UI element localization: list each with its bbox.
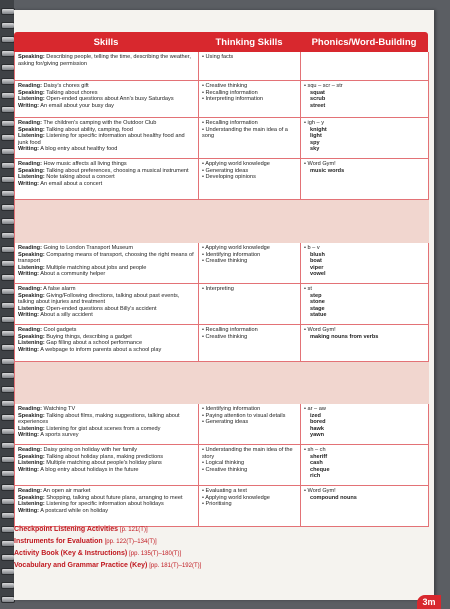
skill-type: Reading: xyxy=(18,286,42,292)
skill-line: Speaking: Talking about holiday plans, making predictions xyxy=(18,453,164,460)
phonics-word: compound nouns xyxy=(310,494,357,501)
skill-type: Speaking: xyxy=(18,412,45,419)
thinking-item: • Interpreting xyxy=(202,286,297,293)
unit-row xyxy=(15,52,429,81)
skill-type: Speaking: xyxy=(18,292,45,299)
thinking-item: • Identifying information xyxy=(202,406,297,413)
unit-row xyxy=(15,486,429,527)
thinking-cell xyxy=(199,445,301,485)
phonics-word: statue xyxy=(310,312,327,319)
skill-line: Listening: Gap filling about a school performance xyxy=(18,340,143,347)
phonics-word: light xyxy=(310,133,322,140)
skill-type: Reading: xyxy=(18,161,42,167)
spiral-ring xyxy=(1,442,15,449)
link-pages: [pp. 181(T)–192(T)] xyxy=(149,563,202,569)
thinking-item: • Identifying information xyxy=(202,252,297,259)
skill-line: Listening: Open-ended questions about Ann's busy Saturdays xyxy=(18,96,174,103)
section-divider xyxy=(15,362,429,404)
skill-type: Listening: xyxy=(18,96,45,103)
thinking-item: • Recalling information xyxy=(202,120,297,127)
spiral-ring xyxy=(1,554,15,561)
phonics-cell xyxy=(301,159,429,199)
phonics-heading: • squ – scr – str xyxy=(304,83,425,90)
phonics-word: street xyxy=(310,102,326,109)
phonics-heading: • Word Gym! xyxy=(304,488,425,495)
skill-line: Speaking: Talking about films, making suggestions, talking about experiences xyxy=(18,412,180,426)
phonics-heading: • Word Gym! xyxy=(304,161,425,168)
phonics-heading: • sh – ch xyxy=(304,447,425,454)
spiral-ring xyxy=(1,50,15,57)
skill-line: Writing: A postcard while on holiday xyxy=(18,507,109,514)
thinking-cell xyxy=(199,243,301,283)
phonics-heading: • igh – y xyxy=(304,120,425,127)
thinking-item: • Recalling information xyxy=(202,327,297,334)
phonics-word: step xyxy=(310,292,322,299)
spiral-ring xyxy=(1,470,15,477)
spiral-ring xyxy=(1,302,15,309)
skill-type: Reading: xyxy=(18,120,42,126)
phonics-word: music words xyxy=(310,167,345,174)
spiral-ring xyxy=(1,568,15,575)
skill-line: Listening: Listening for gist about scenes from a comedy xyxy=(18,425,161,432)
thinking-cell xyxy=(199,81,301,117)
skill-type: Speaking: xyxy=(18,453,45,460)
spiral-ring xyxy=(1,526,15,533)
phonics-word: cheque xyxy=(310,466,330,473)
thinking-item: • Applying world knowledge xyxy=(202,245,297,252)
skill-line: Listening: Multiple matching about jobs and people xyxy=(18,264,147,271)
unit-row xyxy=(15,404,429,445)
phonics-word: spy xyxy=(310,139,320,146)
spiral-ring xyxy=(1,246,15,253)
spiral-ring xyxy=(1,498,15,505)
skills-cell xyxy=(15,243,199,283)
thinking-cell xyxy=(199,52,301,80)
skill-type: Writing: xyxy=(18,432,40,439)
skill-type: Reading: xyxy=(18,83,42,89)
header-skills: Skills xyxy=(93,36,119,48)
skill-type: Listening: xyxy=(18,340,45,347)
skill-line: Speaking: Shopping, talking about future plans, arranging to meet xyxy=(18,494,183,501)
skill-type: Speaking: xyxy=(18,494,45,501)
skills-cell xyxy=(15,81,199,117)
skill-type: Reading: xyxy=(18,406,42,412)
skill-type: Writing: xyxy=(18,466,40,473)
skill-type: Writing: xyxy=(18,346,40,353)
thinking-item: • Applying world knowledge xyxy=(202,161,297,168)
phonics-heading: • Word Gym! xyxy=(304,327,425,334)
document-page xyxy=(14,10,436,607)
thinking-item: • Developing opinions xyxy=(202,174,297,181)
spiral-ring xyxy=(1,288,15,295)
header-thinking-skills: Thinking Skills xyxy=(215,36,283,48)
phonics-word: yawn xyxy=(310,432,324,439)
phonics-cell xyxy=(301,284,429,324)
spiral-ring xyxy=(1,78,15,85)
skill-line: Writing: A blog entry about healthy food xyxy=(18,146,118,153)
spiral-ring xyxy=(1,400,15,407)
spiral-ring xyxy=(1,162,15,169)
skills-cell xyxy=(15,159,199,199)
phonics-heading: • ar – aw xyxy=(304,406,425,413)
skill-line: Writing: About a silly accident xyxy=(18,312,93,319)
reference-link xyxy=(14,560,201,572)
header-phonics: Phonics/Word-Building xyxy=(311,36,417,48)
spiral-binding xyxy=(0,0,14,600)
skill-line: Reading: A false alarm xyxy=(18,286,76,292)
skill-line: Reading: Daisy's chores gift xyxy=(18,83,89,89)
phonics-word: hawk xyxy=(310,425,324,432)
reference-link xyxy=(14,536,201,548)
skill-line: Reading: Daisy going on holiday with her family xyxy=(18,447,138,453)
thinking-item: • Creative thinking xyxy=(202,258,297,265)
spiral-ring xyxy=(1,582,15,589)
section-divider xyxy=(15,200,429,243)
link-pages: [p. 121(T)] xyxy=(119,527,148,533)
skill-line: Speaking: Comparing means of transport, choosing the right means of transport xyxy=(18,251,194,265)
skill-line: Listening: Listening for specific information about healthy food and junk food xyxy=(18,133,185,146)
skill-line: Writing: A blog entry about holidays in the future xyxy=(18,466,139,473)
skills-cell xyxy=(15,118,199,158)
spiral-ring xyxy=(1,120,15,127)
skill-type: Listening: xyxy=(18,305,45,312)
skill-type: Speaking: xyxy=(18,333,45,340)
link-pages: [pp. 135(T)–180(T)] xyxy=(129,551,182,557)
section-links xyxy=(14,524,201,572)
phonics-cell xyxy=(301,81,429,117)
skill-line: Speaking: Talking about preferences, choosing a musical instrument xyxy=(18,167,189,174)
link-label: Activity Book (Key & Instructions) xyxy=(14,550,130,557)
skill-type: Listening: xyxy=(18,174,45,181)
spiral-ring xyxy=(1,232,15,239)
phonics-cell xyxy=(301,404,429,444)
skill-line: Reading: Watching TV xyxy=(18,406,76,412)
spiral-ring xyxy=(1,512,15,519)
skill-type: Writing: xyxy=(18,146,40,153)
spiral-ring xyxy=(1,204,15,211)
skill-line: Listening: Note taking about a concert xyxy=(18,174,115,181)
spiral-ring xyxy=(1,8,15,15)
thinking-cell xyxy=(199,404,301,444)
phonics-cell xyxy=(301,445,429,485)
skill-line: Reading: Cool gadgets xyxy=(18,327,77,333)
thinking-item: • Interpreting information xyxy=(202,96,297,103)
skill-type: Speaking: xyxy=(18,89,45,96)
thinking-item: • Using facts xyxy=(202,54,297,61)
unit-row xyxy=(15,284,429,325)
phonics-word: viper xyxy=(310,264,324,271)
phonics-heading: • st xyxy=(304,286,425,293)
thinking-cell xyxy=(199,159,301,199)
skill-type: Reading: xyxy=(18,245,42,251)
skill-type: Reading: xyxy=(18,488,42,494)
spiral-ring xyxy=(1,330,15,337)
skill-type: Writing: xyxy=(18,312,40,319)
skill-type: Speaking: xyxy=(18,251,45,258)
spiral-ring xyxy=(1,428,15,435)
skill-type: Listening: xyxy=(18,264,45,271)
skill-line: Speaking: Buying things, describing a gadget xyxy=(18,333,132,340)
skill-type: Writing: xyxy=(18,507,40,514)
phonics-word: boat xyxy=(310,258,322,265)
thinking-item: • Prioritising xyxy=(202,501,297,508)
phonics-word: scrub xyxy=(310,96,326,103)
thinking-item: • Creative thinking xyxy=(202,334,297,341)
skill-type: Reading: xyxy=(18,327,42,333)
skills-cell xyxy=(15,284,199,324)
phonics-cell xyxy=(301,486,429,526)
spiral-ring xyxy=(1,22,15,29)
phonics-word: knight xyxy=(310,126,327,133)
spiral-ring xyxy=(1,92,15,99)
spiral-ring xyxy=(1,456,15,463)
units-table xyxy=(14,52,429,527)
spiral-ring xyxy=(1,148,15,155)
phonics-word: stage xyxy=(310,305,325,312)
spiral-ring xyxy=(1,106,15,113)
thinking-item: • Evaluating a text xyxy=(202,488,297,495)
reference-link xyxy=(14,548,201,560)
unit-row xyxy=(15,118,429,159)
skill-line: Writing: About a community helper xyxy=(18,271,106,278)
spiral-ring xyxy=(1,176,15,183)
skill-type: Speaking: xyxy=(18,126,45,133)
thinking-item: • Creative thinking xyxy=(202,83,297,90)
thinking-item: • Logical thinking xyxy=(202,460,297,467)
phonics-word: rich xyxy=(310,473,321,480)
skill-line: Writing: An email about your busy day xyxy=(18,102,114,109)
skill-line: Reading: An open air market xyxy=(18,488,91,494)
spiral-ring xyxy=(1,218,15,225)
link-pages: [pp. 122(T)–134(T)] xyxy=(104,539,157,545)
skill-type: Speaking: xyxy=(18,54,45,60)
spiral-ring xyxy=(1,134,15,141)
phonics-word: blush xyxy=(310,251,325,258)
thinking-cell xyxy=(199,486,301,526)
phonics-cell xyxy=(301,118,429,158)
skill-line: Writing: A sports survey xyxy=(18,432,79,439)
phonics-word: ized xyxy=(310,412,321,419)
phonics-heading: • b – v xyxy=(304,245,425,252)
spiral-ring xyxy=(1,260,15,267)
spiral-ring xyxy=(1,274,15,281)
skills-cell xyxy=(15,445,199,485)
phonics-cell xyxy=(301,325,429,361)
skill-line: Listening: Open-ended questions about Billy's accident xyxy=(18,305,157,312)
skill-type: Listening: xyxy=(18,460,45,467)
thinking-item: • Understanding the main idea of a song xyxy=(202,127,297,140)
reference-link xyxy=(14,524,201,536)
skill-type: Listening: xyxy=(18,425,45,432)
skills-cell xyxy=(15,325,199,361)
skill-type: Writing: xyxy=(18,271,40,278)
thinking-item: • Understanding the main idea of the story xyxy=(202,447,297,460)
thinking-item: • Paying attention to visual details xyxy=(202,413,297,420)
skill-type: Listening: xyxy=(18,133,45,140)
spiral-ring xyxy=(1,358,15,365)
skills-cell xyxy=(15,486,199,526)
thinking-item: • Applying world knowledge xyxy=(202,495,297,502)
skill-type: Reading: xyxy=(18,447,42,453)
phonics-word: sky xyxy=(310,146,320,153)
phonics-word: sheriff xyxy=(310,453,328,460)
skill-line: Reading: The children's camping with the Outdoor Club xyxy=(18,120,157,126)
spiral-ring xyxy=(1,64,15,71)
unit-row xyxy=(15,81,429,118)
unit-row xyxy=(15,159,429,200)
spiral-ring xyxy=(1,344,15,351)
thinking-item: • Generating ideas xyxy=(202,168,297,175)
spiral-ring xyxy=(1,414,15,421)
unit-row xyxy=(15,325,429,362)
skill-line: Speaking: Talking about chores xyxy=(18,89,98,96)
thinking-item: • Creative thinking xyxy=(202,467,297,474)
phonics-word: stone xyxy=(310,299,325,306)
skill-type: Writing: xyxy=(18,180,40,187)
unit-row xyxy=(15,243,429,284)
thinking-item: • Recalling information xyxy=(202,90,297,97)
table-header xyxy=(14,32,428,52)
link-label: Instruments for Evaluation xyxy=(14,538,105,545)
phonics-word: squat xyxy=(310,89,325,96)
skill-line: Speaking: Talking about ability, camping, food xyxy=(18,126,133,133)
page-number: 3m xyxy=(417,595,441,609)
phonics-cell xyxy=(301,52,429,80)
skill-type: Listening: xyxy=(18,501,45,508)
spiral-ring xyxy=(1,190,15,197)
skills-cell xyxy=(15,52,199,80)
skill-line: Listening: Listening for specific information about holidays xyxy=(18,501,164,508)
skill-line: Writing: An email about a concert xyxy=(18,180,103,187)
phonics-word: cash xyxy=(310,460,323,467)
skill-line: Reading: Going to London Transport Museum xyxy=(18,245,134,251)
skill-line: Reading: How music affects all living things xyxy=(18,161,127,167)
link-label: Vocabulary and Grammar Practice (Key) xyxy=(14,562,150,569)
skill-type: Writing: xyxy=(18,102,40,109)
unit-row xyxy=(15,445,429,486)
skill-type: Speaking: xyxy=(18,167,45,174)
spiral-ring xyxy=(1,316,15,323)
phonics-word: vowel xyxy=(310,271,326,278)
link-label: Checkpoint Listening Activities xyxy=(14,526,120,533)
skill-line: Writing: A webpage to inform parents about a school play xyxy=(18,346,162,353)
skill-line: Speaking: Giving/Following directions, talking about past events, talking about injuries and treatment xyxy=(18,292,180,306)
phonics-word: bored xyxy=(310,419,326,426)
thinking-cell xyxy=(199,118,301,158)
skill-line: Listening: Multiple matching about people's holiday plans xyxy=(18,460,162,467)
phonics-cell xyxy=(301,243,429,283)
spiral-ring xyxy=(1,540,15,547)
thinking-cell xyxy=(199,284,301,324)
phonics-word: making nouns from verbs xyxy=(310,333,379,340)
spiral-ring xyxy=(1,386,15,393)
skill-line: Speaking: Describing people, telling the time, describing the weather, asking for/giving permission xyxy=(18,54,191,67)
spiral-ring xyxy=(1,372,15,379)
spiral-ring xyxy=(1,36,15,43)
thinking-cell xyxy=(199,325,301,361)
spiral-ring xyxy=(1,484,15,491)
thinking-item: • Generating ideas xyxy=(202,419,297,426)
skills-cell xyxy=(15,404,199,444)
